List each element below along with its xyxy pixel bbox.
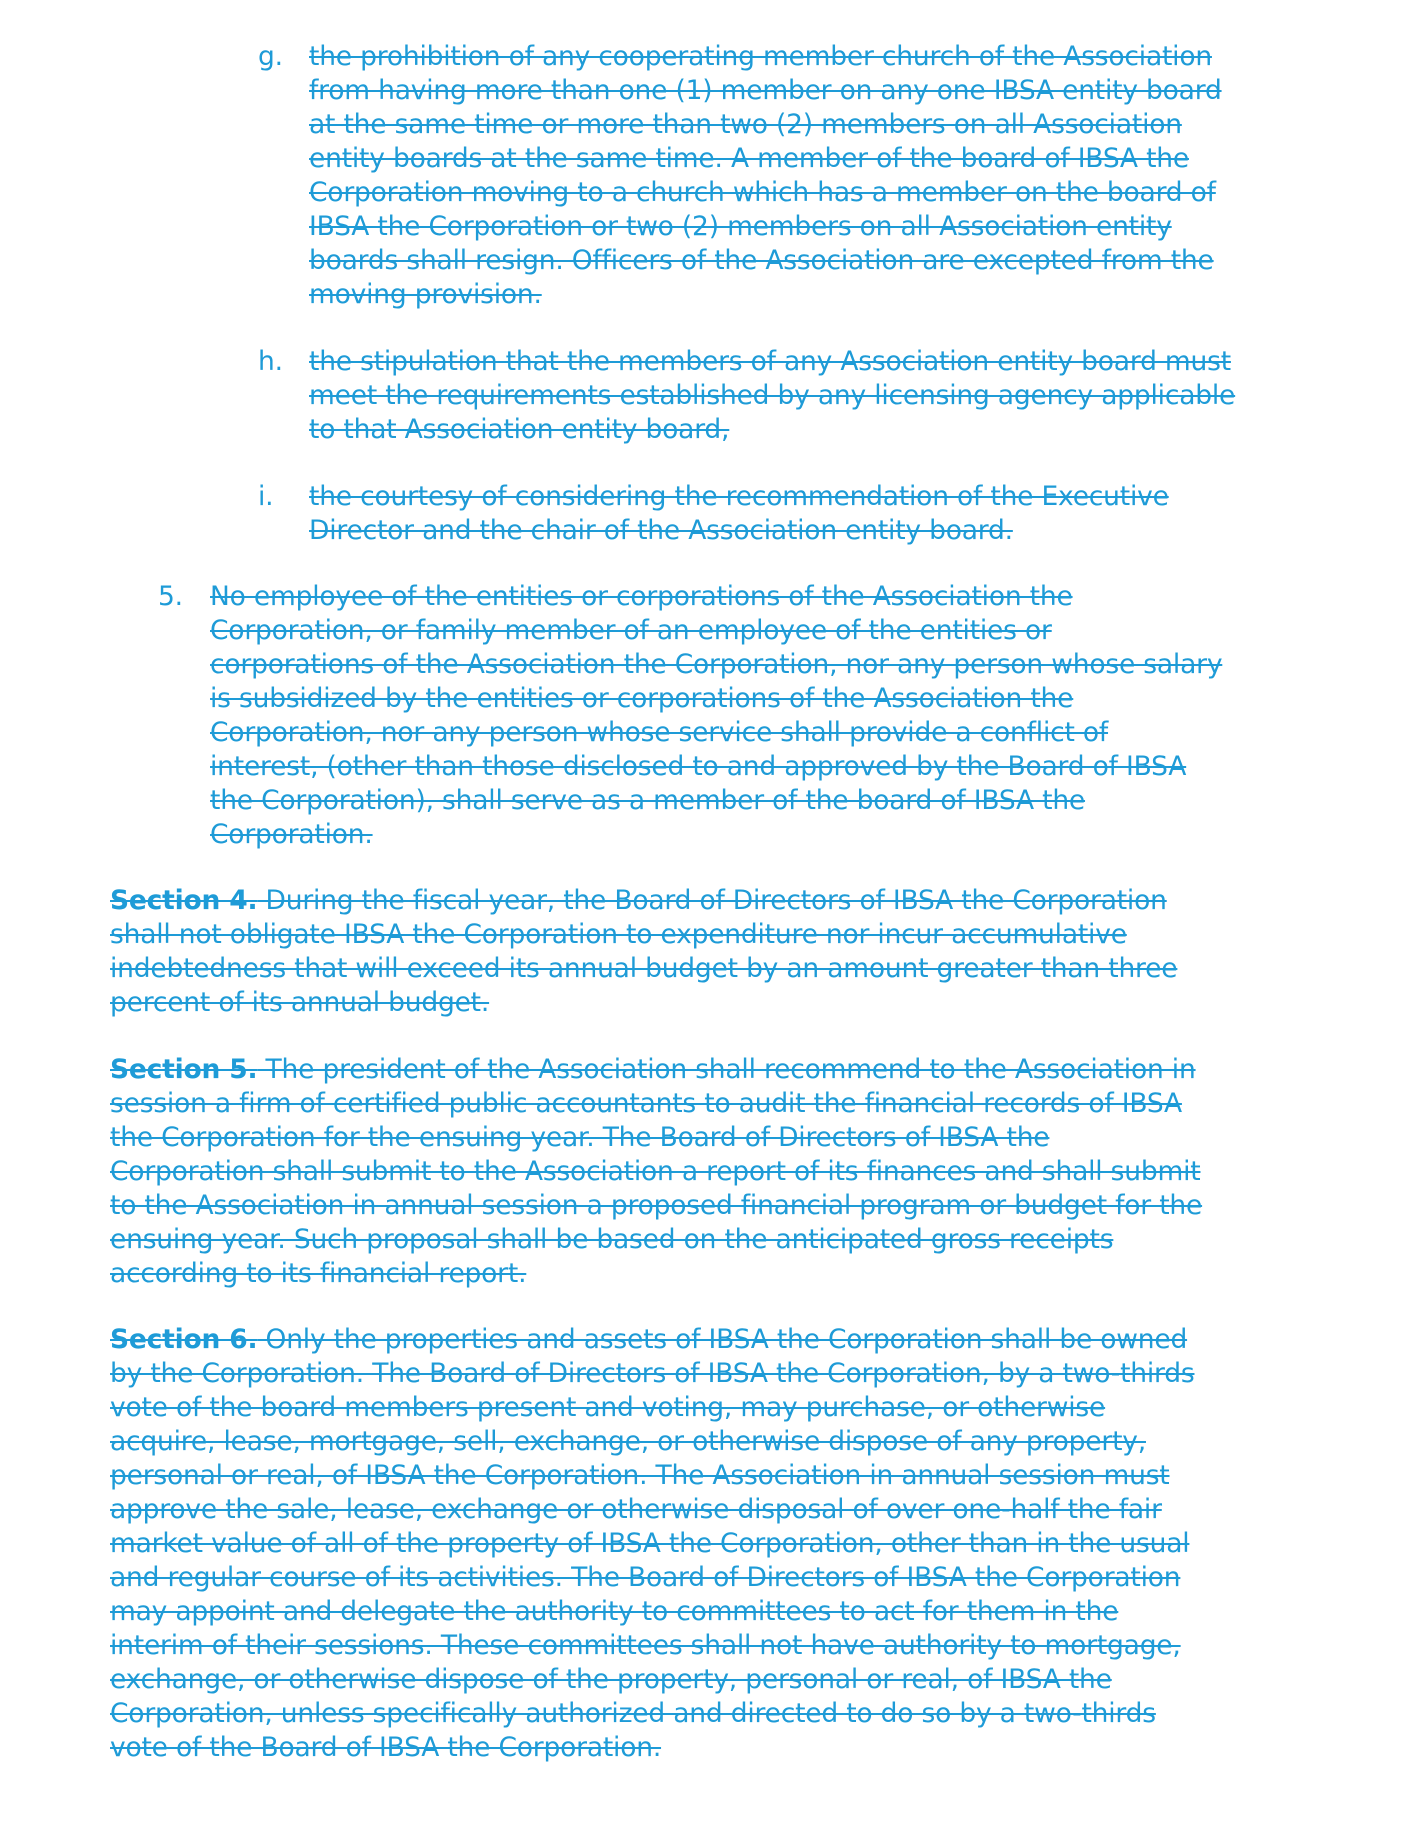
text-line: vote of the Board of IBSA the Corporation. <box>110 1732 662 1763</box>
text-line: interest, (other than those disclosed to and approved by the Board of IBSA <box>210 751 1187 782</box>
text-line: Corporation, unless specifically authorized and directed to do so by a two-thirds <box>110 1698 1156 1729</box>
list-item-g <box>258 40 1308 312</box>
text-line: interim of their sessions. These committees shall not have authority to mortgage, <box>110 1630 1181 1661</box>
text-line: and regular course of its activities. The Board of Directors of IBSA the Corporation <box>110 1562 1181 1593</box>
text-line: exchange, or otherwise dispose of the property, personal or real, of IBSA the <box>110 1664 1112 1695</box>
text-line: Director and the chair of the Association entity board. <box>309 515 1013 546</box>
text-span: The president of the Association shall recommend to the Association in <box>257 1054 1196 1085</box>
text-line: from having more than one (1) member on any one IBSA entity board <box>309 75 1222 106</box>
text-line: the prohibition of any cooperating member church of the Association <box>309 41 1212 72</box>
list-item-text <box>309 345 1308 447</box>
text-line: the stipulation that the members of any Association entity board must <box>309 346 1231 377</box>
text-line: Corporation. <box>210 819 373 850</box>
text-line: shall not obligate IBSA the Corporation to expenditure nor incur accumulative <box>110 919 1127 950</box>
text-line: percent of its annual budget. <box>110 987 490 1018</box>
section-heading: Section 6. <box>110 1324 258 1355</box>
text-line: Corporation, or family member of an employee of the entities or <box>210 615 1052 646</box>
list-item-text <box>309 480 1308 548</box>
section-6 <box>110 1323 1310 1765</box>
text-line: the Corporation for the ensuing year. The Board of Directors of IBSA the <box>110 1122 1050 1153</box>
list-marker: g. <box>258 41 283 72</box>
list-item-text <box>309 40 1308 312</box>
numbered-item-5 <box>158 580 1308 852</box>
text-line: at the same time or more than two (2) members on all Association <box>309 109 1182 140</box>
text-line: to that Association entity board, <box>309 414 730 445</box>
text-span: Only the properties and assets of IBSA the Corporation shall be owned <box>257 1324 1188 1355</box>
section-4 <box>110 884 1310 1020</box>
text-line: moving provision. <box>309 279 542 310</box>
text-line: personal or real, of IBSA the Corporation. The Association in annual session must <box>110 1460 1170 1491</box>
section-5 <box>110 1053 1310 1291</box>
text-line <box>110 884 1310 918</box>
text-line: approve the sale, lease, exchange or otherwise disposal of over one-half the fair <box>110 1494 1162 1525</box>
text-line: No employee of the entities or corporations of the Association the <box>210 581 1073 612</box>
text-line: may appoint and delegate the authority to committees to act for them in the <box>110 1596 1119 1627</box>
text-line: vote of the board members present and voting, may purchase, or otherwise <box>110 1392 1106 1423</box>
text-line: market value of all of the property of IBSA the Corporation, other than in the usual <box>110 1528 1190 1559</box>
list-marker: i. <box>258 481 274 512</box>
text-line: meet the requirements established by any licensing agency applicable <box>309 380 1236 411</box>
text-line: session a firm of certified public accountants to audit the financial records of IBSA <box>110 1088 1182 1119</box>
text-line: to the Association in annual session a proposed financial program or budget for the <box>110 1190 1203 1221</box>
list-item-h <box>258 345 1308 447</box>
text-line: Corporation moving to a church which has a member on the board of <box>309 177 1216 208</box>
text-line: the courtesy of considering the recommendation of the Executive <box>309 481 1169 512</box>
text-line: Corporation, nor any person whose service shall provide a conflict of <box>210 717 1109 748</box>
text-line: ensuing year. Such proposal shall be based on the anticipated gross receipts <box>110 1224 1114 1255</box>
text-line: by the Corporation. The Board of Directors of IBSA the Corporation, by a two-thirds <box>110 1358 1195 1389</box>
text-line: IBSA the Corporation or two (2) members on all Association entity <box>309 211 1172 242</box>
text-line: the Corporation), shall serve as a member of the board of IBSA the <box>210 785 1086 816</box>
text-line: according to its financial report. <box>110 1258 527 1289</box>
text-line: indebtedness that will exceed its annual budget by an amount greater than three <box>110 953 1178 984</box>
text-line: Corporation shall submit to the Association a report of its finances and shall submit <box>110 1156 1201 1187</box>
section-heading: Section 5. <box>110 1054 258 1085</box>
list-marker: h. <box>258 346 283 377</box>
text-line: acquire, lease, mortgage, sell, exchange, or otherwise dispose of any property, <box>110 1426 1146 1457</box>
list-item-i <box>258 480 1308 548</box>
text-line: corporations of the Association the Corporation, nor any person whose salary <box>210 649 1223 680</box>
text-line <box>110 1323 1310 1357</box>
text-line: entity boards at the same time. A member of the board of IBSA the <box>309 143 1189 174</box>
text-span: During the fiscal year, the Board of Directors of IBSA the Corporation <box>257 885 1167 916</box>
list-marker: 5. <box>158 581 183 612</box>
text-line: boards shall resign. Officers of the Association are excepted from the <box>309 245 1214 276</box>
text-line <box>110 1053 1310 1087</box>
text-line: is subsidized by the entities or corporations of the Association the <box>210 683 1074 714</box>
list-item-text <box>210 580 1308 852</box>
section-heading: Section 4. <box>110 885 258 916</box>
